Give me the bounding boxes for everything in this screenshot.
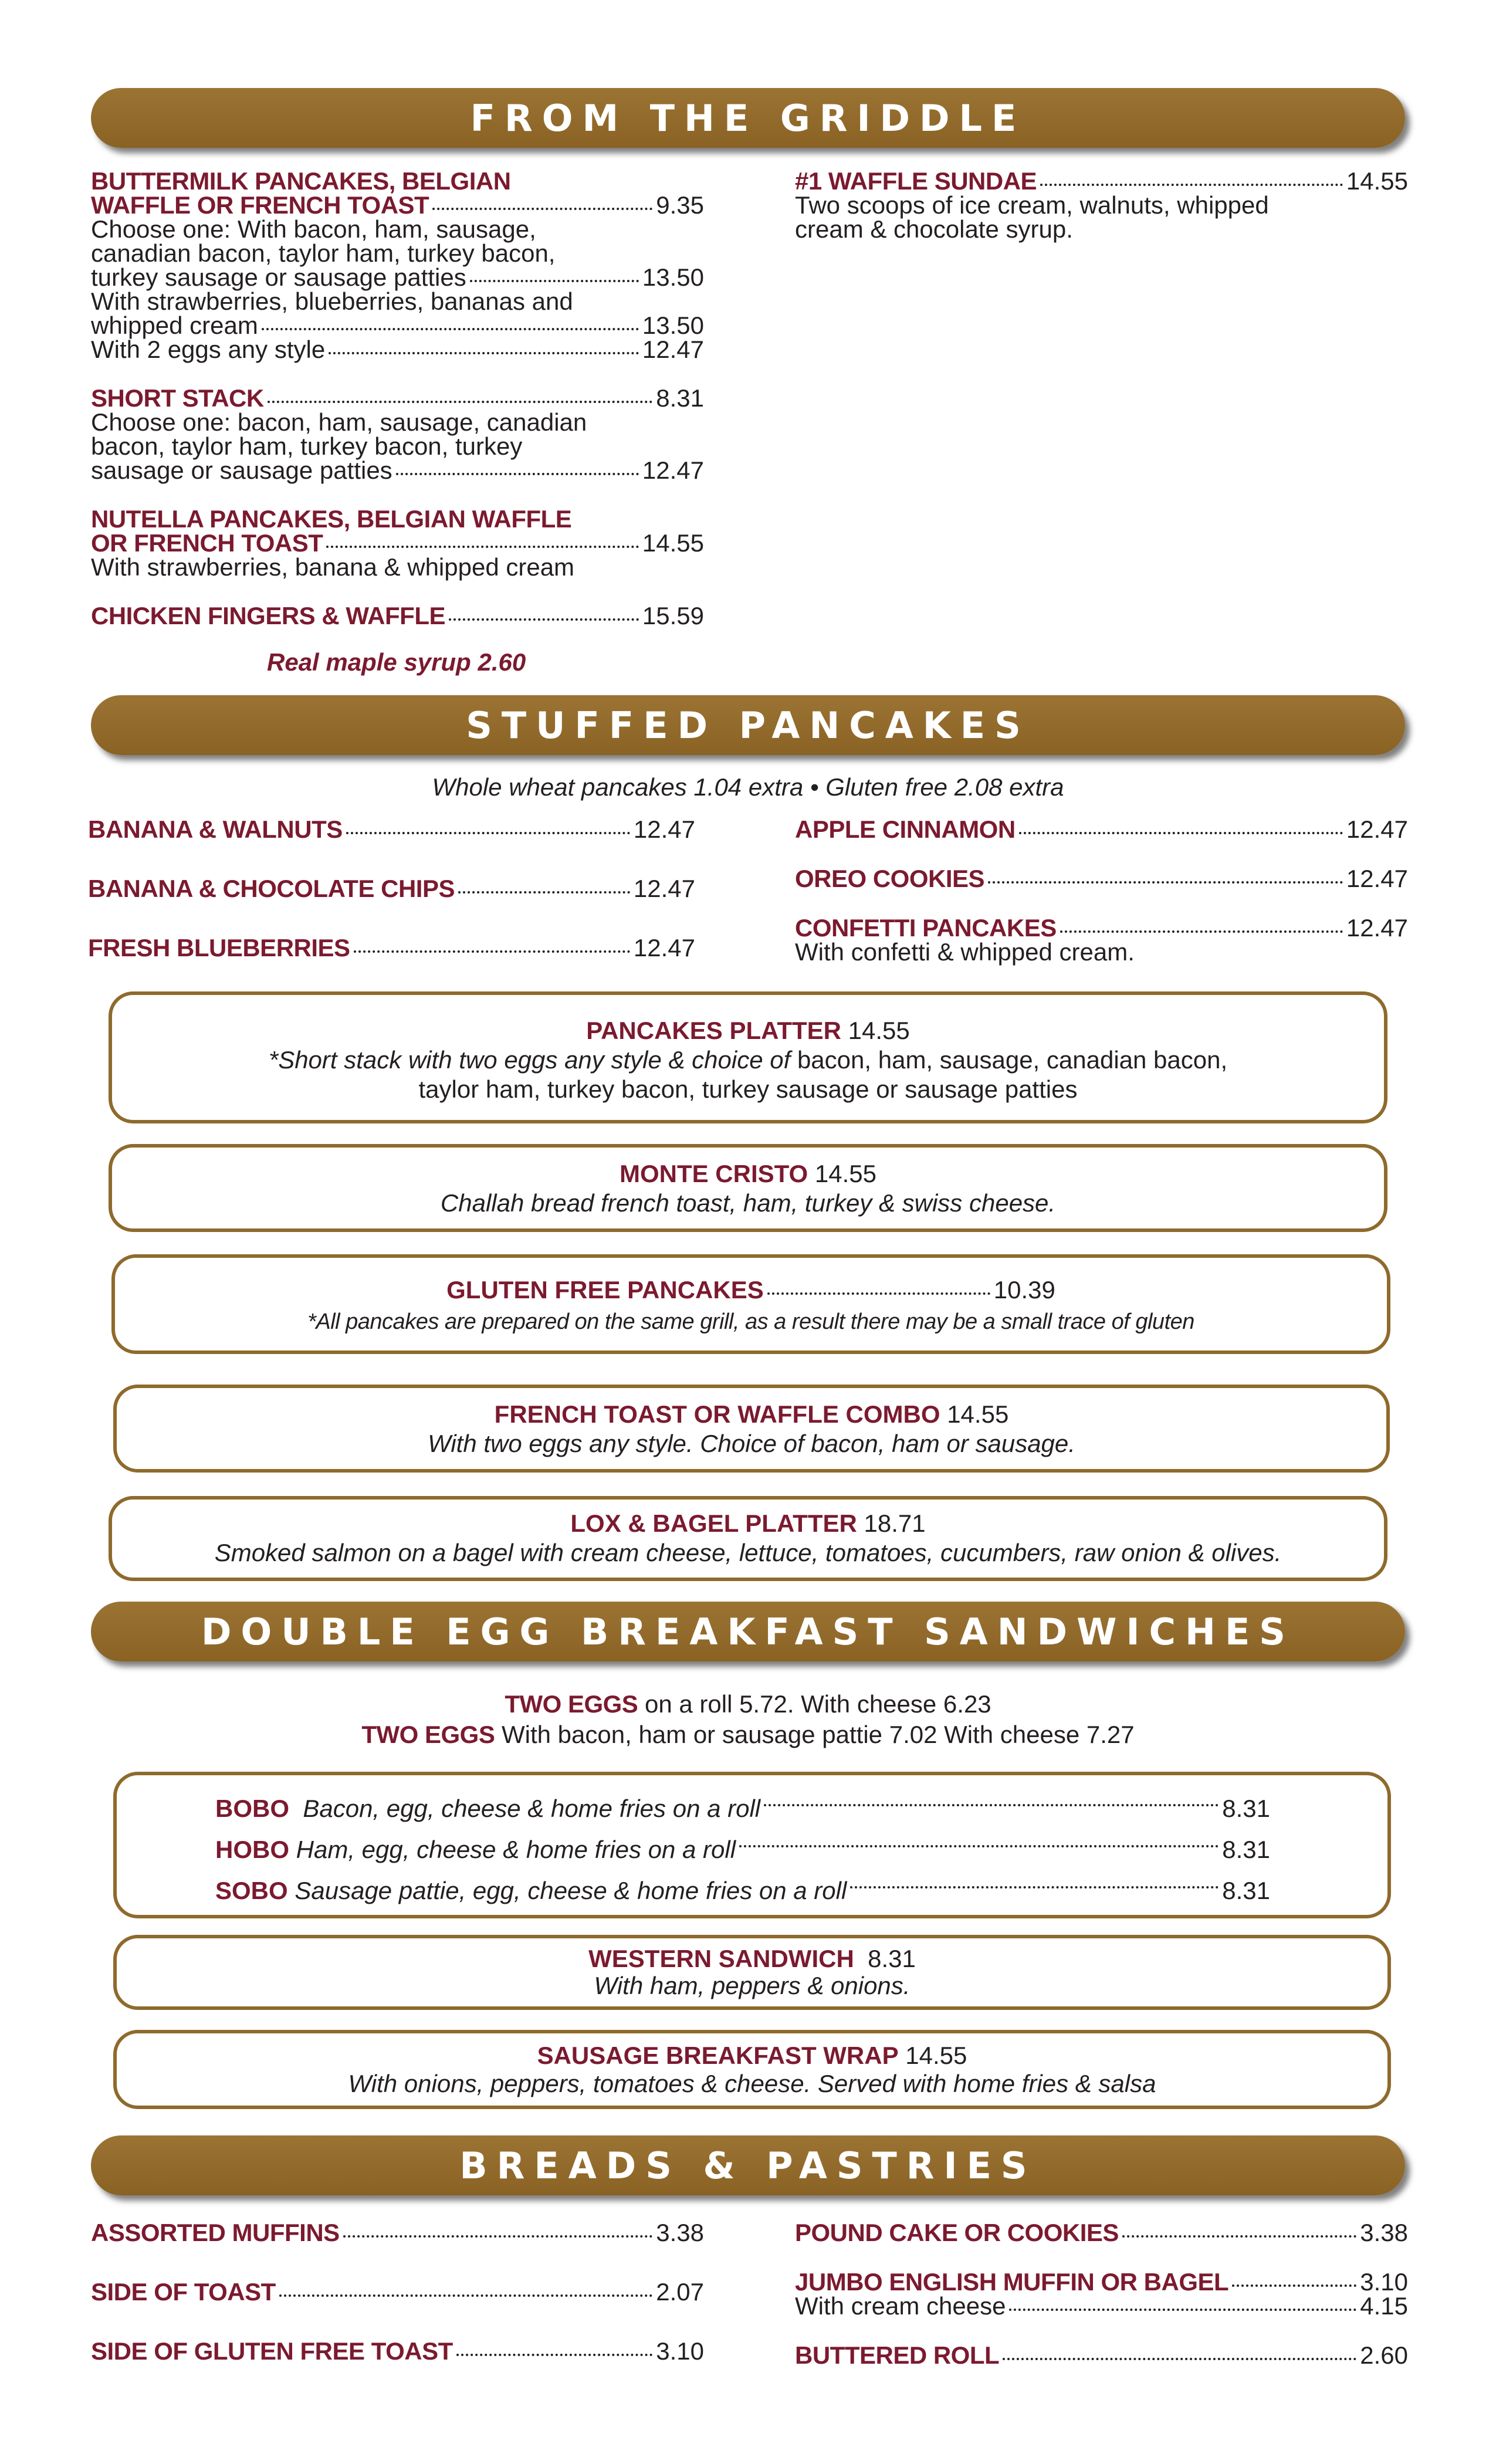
section-title: DOUBLE EGG BREAKFAST SANDWICHES xyxy=(201,1610,1295,1653)
item-name: SOBO xyxy=(215,1877,288,1904)
item-price: 8.31 xyxy=(1222,1795,1270,1822)
menu-item xyxy=(88,936,695,960)
menu-item xyxy=(795,817,1408,841)
item-price: 2.07 xyxy=(656,2278,704,2306)
item-name: POUND CAKE OR COOKIES xyxy=(795,2219,1119,2246)
item-price: 9.35 xyxy=(656,191,704,219)
section-banner-griddle xyxy=(91,88,1405,148)
box-lox-bagel xyxy=(109,1496,1387,1581)
item-description: Sausage pattie, egg, cheese & home fries on a roll xyxy=(295,1877,847,1904)
item-description: With confetti & whipped cream. xyxy=(795,938,1135,966)
two-eggs-line-1 xyxy=(91,1690,1405,1719)
item-name: JUMBO ENGLISH MUFFIN OR BAGEL xyxy=(795,2268,1229,2296)
item-price: 14.55 xyxy=(1346,167,1408,195)
item-price: 12.47 xyxy=(1346,865,1408,892)
item-name: BANANA & CHOCOLATE CHIPS xyxy=(88,875,455,902)
item-description: Challah bread french toast, ham, turkey & swiss cheese. xyxy=(440,1189,1056,1217)
menu-item xyxy=(215,1829,1270,1870)
item-name: WESTERN SANDWICH xyxy=(588,1945,854,1972)
item-description: cream & chocolate syrup. xyxy=(795,215,1073,243)
item-price: 14.55 xyxy=(848,1017,910,1044)
item-description: *Short stack with two eggs any style & choice of xyxy=(268,1046,791,1074)
item-description: Choose one: bacon, ham, sausage, canadian xyxy=(91,408,587,436)
item-description: Ham, egg, cheese & home fries on a roll xyxy=(296,1836,736,1863)
item-price: 8.31 xyxy=(1222,1836,1270,1863)
breads-left-column xyxy=(91,2221,704,2363)
stuffed-right-column xyxy=(795,817,1408,964)
box-bobo-hobo-sobo xyxy=(113,1772,1391,1918)
item-description: Two scoops of ice cream, walnuts, whipped xyxy=(795,191,1269,219)
griddle-right-column xyxy=(795,169,1408,241)
item-price: 12.47 xyxy=(642,336,704,363)
menu-item-buttermilk xyxy=(91,169,704,361)
item-description: bacon, ham, sausage, canadian bacon, xyxy=(790,1046,1228,1074)
item-name: CHICKEN FINGERS & WAFFLE xyxy=(91,602,445,629)
item-description: bacon, taylor ham, turkey bacon, turkey xyxy=(91,432,523,460)
item-price: 3.38 xyxy=(1360,2219,1408,2246)
item-description: turkey sausage or sausage patties xyxy=(91,263,466,291)
item-name: FRENCH TOAST OR WAFFLE COMBO xyxy=(494,1400,940,1428)
item-name: FRESH BLUEBERRIES xyxy=(88,934,350,962)
two-eggs-line-2 xyxy=(91,1720,1405,1749)
item-name: WAFFLE OR FRENCH TOAST xyxy=(91,191,429,219)
section-title: STUFFED PANCAKES xyxy=(466,703,1030,747)
item-price: 10.39 xyxy=(993,1276,1055,1304)
menu-item xyxy=(215,1788,1270,1829)
item-name: BUTTERED ROLL xyxy=(795,2341,1000,2369)
menu-item-waffle-sundae xyxy=(795,169,1408,241)
item-description: *All pancakes are prepared on the same grill, as a result there may be a small trace of gluten xyxy=(307,1309,1194,1334)
item-price: 3.10 xyxy=(1360,2268,1408,2296)
item-description: taylor ham, turkey bacon, turkey sausage or sausage patties xyxy=(418,1075,1078,1103)
item-price: 12.47 xyxy=(1346,815,1408,843)
item-name: BOBO xyxy=(215,1795,289,1822)
item-name: APPLE CINNAMON xyxy=(795,815,1016,843)
item-price: 15.59 xyxy=(642,602,704,629)
menu-item xyxy=(795,2270,1408,2318)
menu-item xyxy=(91,2280,704,2304)
item-description: With strawberries, banana & whipped cream xyxy=(91,553,575,581)
item-name: MONTE CRISTO xyxy=(619,1160,808,1187)
item-price: 8.31 xyxy=(1222,1877,1270,1904)
menu-item xyxy=(91,2339,704,2363)
item-price: 8.31 xyxy=(656,384,704,412)
item-name: TWO EGGS xyxy=(361,1721,495,1748)
item-name: SIDE OF GLUTEN FREE TOAST xyxy=(91,2337,453,2365)
maple-syrup-note: Real maple syrup 2.60 xyxy=(267,648,526,676)
item-price: 8.31 xyxy=(868,1945,916,1972)
item-price: 12.47 xyxy=(633,815,695,843)
item-name: GLUTEN FREE PANCAKES xyxy=(446,1276,764,1304)
item-description: With two eggs any style. Choice of bacon, ham or sausage. xyxy=(428,1430,1075,1457)
item-name: HOBO xyxy=(215,1836,289,1863)
menu-item xyxy=(795,2221,1408,2245)
item-description: on a roll 5.72. With cheese 6.23 xyxy=(638,1690,991,1718)
item-price: 14.55 xyxy=(947,1400,1009,1428)
item-description: whipped cream xyxy=(91,312,258,339)
item-name: #1 WAFFLE SUNDAE xyxy=(795,167,1037,195)
item-name: CONFETTI PANCAKES xyxy=(795,914,1057,942)
section-title: FROM THE GRIDDLE xyxy=(470,96,1026,140)
item-description: With cream cheese xyxy=(795,2292,1006,2320)
menu-item-chicken-fingers xyxy=(91,604,704,628)
section-banner-sandwiches xyxy=(91,1602,1405,1661)
item-description: With bacon, ham or sausage pattie 7.02 With cheese 7.27 xyxy=(495,1721,1135,1748)
item-name: NUTELLA PANCAKES, BELGIAN WAFFLE xyxy=(91,505,572,533)
item-description: With ham, peppers & onions. xyxy=(594,1972,911,1999)
item-name: OR FRENCH TOAST xyxy=(91,529,323,557)
item-description: Choose one: With bacon, ham, sausage, xyxy=(91,215,536,243)
item-description: canadian bacon, taylor ham, turkey bacon, xyxy=(91,239,556,267)
box-gluten-free xyxy=(111,1254,1390,1354)
item-price: 14.55 xyxy=(814,1160,876,1187)
item-description: With 2 eggs any style xyxy=(91,336,326,363)
item-price: 4.15 xyxy=(1360,2292,1408,2320)
item-price: 3.38 xyxy=(656,2219,704,2246)
item-price: 12.47 xyxy=(1346,914,1408,942)
griddle-left-column xyxy=(91,169,704,674)
item-description: sausage or sausage patties xyxy=(91,456,392,484)
menu-item xyxy=(795,916,1408,964)
item-price: 14.55 xyxy=(642,529,704,557)
item-name: BUTTERMILK PANCAKES, BELGIAN xyxy=(91,167,511,195)
stuffed-pancakes-note: Whole wheat pancakes 1.04 extra • Gluten free 2.08 extra xyxy=(432,773,1064,801)
stuffed-left-column xyxy=(88,817,695,960)
item-name: TWO EGGS xyxy=(505,1690,638,1718)
box-french-toast-combo xyxy=(113,1385,1390,1473)
item-price: 13.50 xyxy=(642,263,704,291)
item-name: PANCAKES PLATTER xyxy=(586,1017,841,1044)
box-pancakes-platter xyxy=(109,991,1387,1123)
item-name: LOX & BAGEL PLATTER xyxy=(570,1509,857,1537)
item-price: 13.50 xyxy=(642,312,704,339)
item-description: With onions, peppers, tomatoes & cheese. Served with home fries & salsa xyxy=(348,2070,1156,2097)
item-price: 3.10 xyxy=(656,2337,704,2365)
item-price: 14.55 xyxy=(905,2042,967,2069)
item-price: 2.60 xyxy=(1360,2341,1408,2369)
box-monte-cristo xyxy=(109,1144,1387,1232)
item-price: 18.71 xyxy=(864,1509,926,1537)
item-description: Smoked salmon on a bagel with cream cheese, lettuce, tomatoes, cucumbers, raw onion & olives. xyxy=(214,1539,1282,1566)
item-price: 12.47 xyxy=(633,934,695,962)
menu-item xyxy=(215,1870,1270,1911)
section-banner-breads xyxy=(91,2135,1405,2195)
item-description: With strawberries, blueberries, bananas and xyxy=(91,287,573,315)
breads-right-column xyxy=(795,2221,1408,2367)
menu-item xyxy=(88,817,695,841)
menu-item xyxy=(88,876,695,901)
item-name: BANANA & WALNUTS xyxy=(88,815,343,843)
item-price: 12.47 xyxy=(642,456,704,484)
item-name: SIDE OF TOAST xyxy=(91,2278,276,2306)
box-western-sandwich xyxy=(113,1935,1391,2010)
menu-item xyxy=(795,2343,1408,2367)
item-name: OREO COOKIES xyxy=(795,865,985,892)
item-name: SAUSAGE BREAKFAST WRAP xyxy=(537,2042,899,2069)
menu-item xyxy=(795,867,1408,891)
menu-item-nutella xyxy=(91,507,704,579)
item-name: ASSORTED MUFFINS xyxy=(91,2219,340,2246)
section-title: BREADS & PASTRIES xyxy=(459,2144,1037,2187)
menu-item xyxy=(91,2221,704,2245)
section-banner-stuffed xyxy=(91,695,1405,755)
box-sausage-wrap xyxy=(113,2030,1391,2109)
item-description: Bacon, egg, cheese & home fries on a roll xyxy=(303,1795,761,1822)
item-name: SHORT STACK xyxy=(91,384,264,412)
menu-item-short-stack xyxy=(91,386,704,482)
item-price: 12.47 xyxy=(633,875,695,902)
